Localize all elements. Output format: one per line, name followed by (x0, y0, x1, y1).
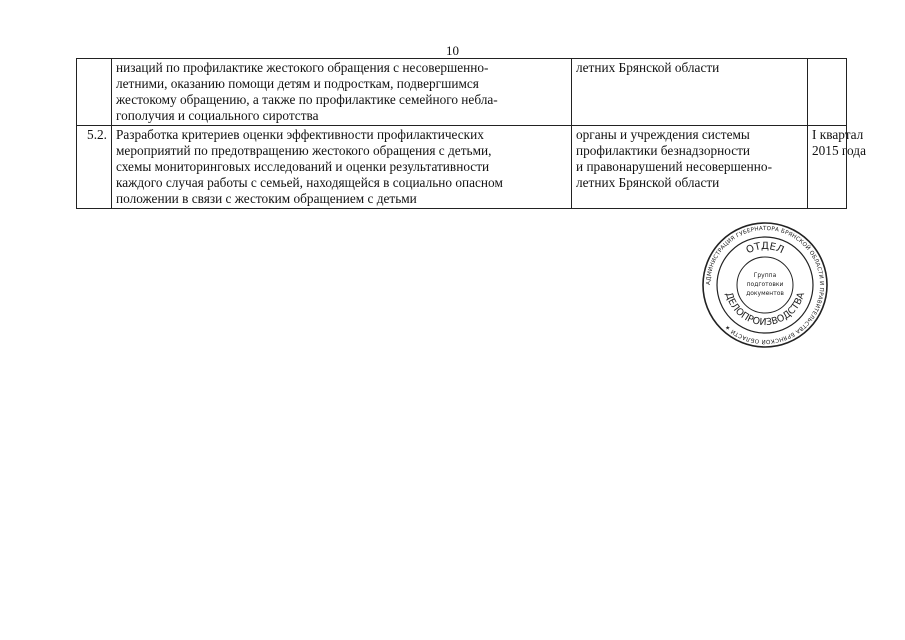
activity-cell (112, 126, 572, 209)
row-number-cell: 5.2. (77, 126, 112, 209)
term-cell (808, 59, 847, 126)
table-row (77, 126, 847, 209)
activity-cell (112, 59, 572, 126)
executor-line: летних Брянской области (576, 175, 720, 190)
activity-line: положении в связи с жестоким обращением с детьми (116, 191, 417, 206)
executor-line: и правонарушений несовершенно- (576, 159, 772, 174)
stamp-outer-text: АДМИНИСТРАЦИЯ ГУБЕРНАТОРА БРЯНСКОЙ ОБЛАСТИ И ПРАВИТЕЛЬСТВА БРЯНСКОЙ ОБЛАСТИ ★ (705, 225, 825, 345)
term-cell (808, 126, 866, 209)
activity-line: жестокому обращению, а также по профилактике семейного небла- (116, 92, 498, 107)
executor-line: профилактики безнадзорности (576, 143, 751, 158)
page-number: 10 (446, 43, 459, 58)
plan-table (76, 58, 866, 209)
stamp-center-line: Группа (753, 272, 777, 279)
term-line: I квартал (812, 127, 864, 142)
activity-line: мероприятий по предотвращению жестокого обращения с детьми, (116, 143, 492, 158)
executor-line: летних Брянской области (576, 60, 720, 75)
activity-line: схемы мониторинговых исследований и оценки результативности (116, 159, 490, 174)
term-line: 2015 года (812, 143, 866, 158)
activity-line: Разработка критериев оценки эффективности профилактических (116, 127, 484, 142)
activity-line: каждого случая работы с семьей, находящейся в социально опасном (116, 175, 503, 190)
table-row (77, 59, 847, 126)
activity-line: низаций по профилактике жестокого обращения с несовершенно- (116, 60, 489, 75)
office-stamp (700, 222, 830, 348)
row-number-cell (77, 59, 112, 126)
executor-cell (572, 59, 808, 126)
activity-line: летними, оказанию помощи детям и подросткам, подвергшимся (116, 76, 479, 91)
stamp-center-line: подготовки (746, 281, 784, 288)
executor-line: органы и учреждения системы (576, 127, 750, 142)
stamp-dept-top: ОТДЕЛ (744, 240, 786, 257)
stamp-dept-bottom: ДЕЛОПРОИЗВОДСТВА (722, 291, 808, 329)
activity-line: гополучия и социального сиротства (116, 108, 319, 123)
executor-cell (572, 126, 808, 209)
stamp-center-line: документов (746, 290, 784, 297)
